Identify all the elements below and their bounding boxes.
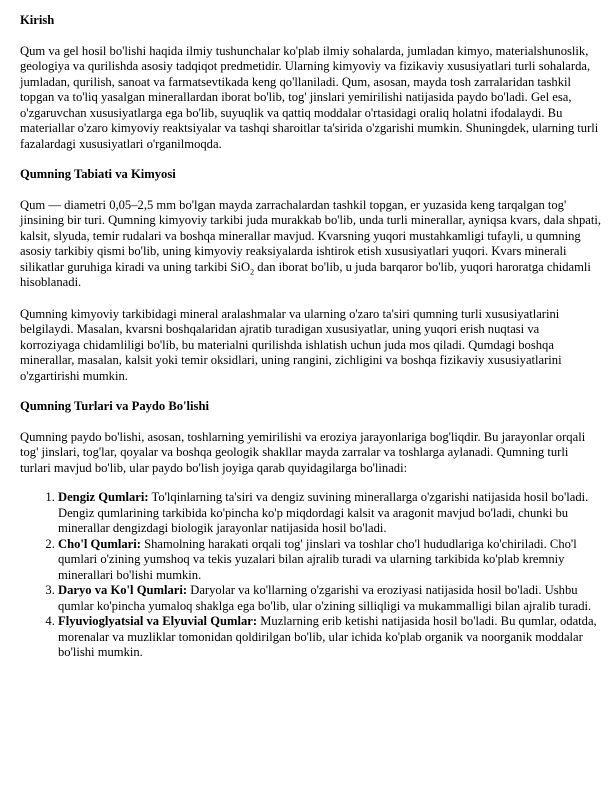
list-item [58, 583, 602, 614]
nature-paragraph-2: Qumning kimyoviy tarkibidagi mineral aralashmalar va ularning o'zaro ta'siri qumning turli xususiyatlarini belgilaydi. Masalan, kvarsni boshqalaridan ajratib turadigan xususiyatlar, uning yuqori erish nuqtasi va korroziyaga chidamliligi bo'lib, bu materialni qurilishda ishlatish uchun juda mos qiladi. Qumdagi boshqa minerallar, masalan, kalsit yoki temir oksidlari, uning rangini, zichligini va boshqa fizikaviy xususiyatlarini o'zgartirishi mumkin. [20, 306, 562, 383]
document-page [20, 13, 602, 661]
nature-paragraph-1 [20, 198, 602, 291]
nature-paragraph-1-text-a: Qum — diametri 0,05–2,5 mm bo'lgan mayda zarrachalardan tashkil topgan, er yuzasida keng tarqalgan tog' jinsining bir turi. Qumning kimyoviy tarkibi juda murakkab bo'lib, unda turli minerallar, ayniqsa kvars, dala shpati, kalsit, slyuda, temir rudalari va boshqa minerallar mavjud. Kvarsning yuqori mustahkamligi tufayli, u qumning asosiy tarkibiy qismi bo'lib, uning kimyoviy reaksiyalarda ishtirok etish xususiyatlari yuqori. Kvars minerali silikatlar guruhiga kiradi va uning tarkibi SiO [20, 197, 601, 274]
list-item-text: Muzlarning erib ketishi natijasida hosil bo'ladi. Bu qumlar, odatda, morenalar va muzliklar tomonidan qoldirilgan bo'lib, ular ichida ko'plab organik va noorganik moddalar bo'lishi mumkin. [58, 614, 597, 659]
list-item [58, 614, 602, 661]
list-item-title: Daryo va Ko'l Qumlari: [58, 583, 188, 597]
list-item-title: Dengiz Qumlari: [58, 490, 149, 504]
section-heading-kirish: Kirish [20, 13, 55, 27]
intro-paragraph: Qum va gel hosil bo'lishi haqida ilmiy tushunchalar ko'plab ilmiy sohalarda, jumladan kimyo, materialshunoslik, geologiya va qurilishda asosiy tadqiqot predmetidir. Ularning kimyoviy va fizikaviy xususiyatlari turli sohalarda, jumladan, qurilish, sanoat va farmatsevtikada keng qo'llaniladi. Qum, asosan, mayda tosh zarralaridan tashkil topgan va to'liq yasalgan minerallardan iborat bo'lib, tog' jinslari yemirilishi natijasida paydo bo'ladi. Gel esa, o'zgaruvchan xususiyatlarga ega bo'lib, suyuqlik va qattiq moddalar o'rtasidagi oraliq holatni ifodalaydi. Bu materiallar o'zaro kimyoviy reaktsiyalar va tashqi sharoitlar ta'sirida o'zgarishi mumkin. Shuningdek, ularning turli fazalardagi xususiyatlari o'rganilmoqda. [20, 43, 599, 151]
list-item-text: Shamolning harakati orqali tog' jinslari va toshlar cho'l hududlariga ko'chiriladi. Cho'l qumlari o'zining yumshoq va tekis yuzalari bilan ajralib turadi va ularning tarkibida ko'plab kremniy minerallari bo'lishi mumkin. [58, 536, 577, 582]
types-intro-paragraph: Qumning paydo bo'lishi, asosan, toshlarning yemirilishi va eroziya jarayonlariga bog'liqdir. Bu jarayonlar orqali tog' jinslari, tog'lar, qoyalar va boshqa geologik shakllar mayda zarralar va toshlarga aylanadi. Qumning turli turlari mavjud bo'lib, ular paydo bo'lish joyiga qarab quyidagilarga bo'linadi: [20, 429, 586, 475]
list-item-title: Cho'l Qumlari: [58, 536, 141, 551]
sand-types-list [20, 490, 602, 661]
list-item [58, 537, 602, 584]
list-item-text: To'lqinlarning ta'siri va dengiz suvining minerallarga o'zgarishi natijasida hosil bo'ladi. Dengiz qumlarining tarkibida ko'pincha ko'p miqdordagi kalsit va aragonit mavjud bo'ladi, chunki bu minerallar dengizdagi biologik jarayonlar natijasida hosil bo'ladi. [58, 490, 589, 535]
section-heading-qum-tabiati: Qumning Tabiati va Kimyosi [20, 167, 176, 181]
list-item [58, 490, 602, 537]
list-item-text: Daryolar va ko'llarning o'zgarishi va eroziyasi natijasida hosil bo'ladi. Ushbu qumlar ko'pincha yumaloq shaklga ega bo'lib, ular o'zining silliqligi va mukammalligi bilan ajralib turadi. [58, 583, 592, 613]
list-item-title: Flyuvioglyatsial va Elyuvial Qumlar: [58, 614, 258, 628]
nature-paragraph-1-text-b: dan iborat bo'lib, u juda barqaror bo'lib, yuqori haroratga chidamli hisoblanadi. [20, 259, 591, 289]
sio2-subscript: 2 [250, 267, 255, 277]
section-heading-qum-turlari: Qumning Turlari va Paydo Bo'lishi [20, 399, 209, 413]
